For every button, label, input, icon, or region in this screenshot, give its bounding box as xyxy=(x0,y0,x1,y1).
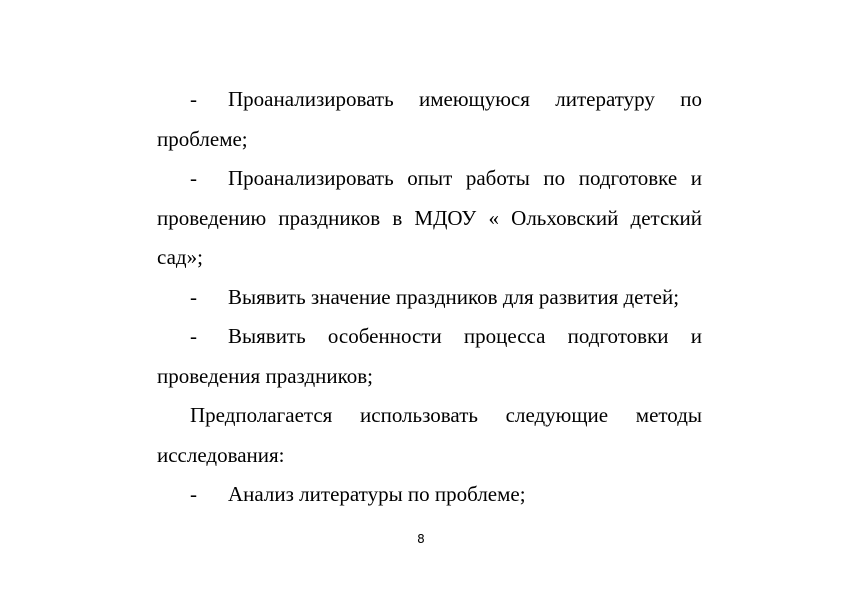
list-item-first-line xyxy=(157,278,702,318)
bullet-dash: - xyxy=(190,482,197,506)
list-item xyxy=(157,80,702,159)
paragraph xyxy=(157,396,702,475)
list-item-text: Выявить значение праздников для развития детей; xyxy=(228,284,680,309)
page-number: 8 xyxy=(417,532,425,546)
paragraph-continuation: исследования: xyxy=(157,442,285,467)
list-item-first-line xyxy=(157,475,702,515)
bullet-dash: - xyxy=(190,87,197,111)
list-item xyxy=(157,159,702,278)
list-item-continuation: проведения праздников; xyxy=(157,363,373,388)
document-body xyxy=(157,80,702,515)
list-item-first-line xyxy=(157,317,702,357)
bullet-dash: - xyxy=(190,324,197,348)
list-item-first-line xyxy=(157,159,702,199)
list-item-continuation: проблеме; xyxy=(157,126,248,151)
list-item-text: Проанализировать имеющуюся литературу по xyxy=(228,87,702,111)
list-item-text: Анализ литературы по проблеме; xyxy=(228,482,526,506)
list-item-continuation: проведению праздников в МДОУ « Ольховский детский xyxy=(157,205,702,230)
list-item-text: Проанализировать опыт работы по подготовке и xyxy=(228,166,702,190)
list-item xyxy=(157,278,702,318)
list-item-continuation: сад»; xyxy=(157,245,203,269)
list-item-text: Выявить особенности процесса подготовки и xyxy=(228,324,702,348)
bullet-dash: - xyxy=(190,166,197,190)
bullet-dash: - xyxy=(190,284,197,309)
list-item-first-line xyxy=(157,80,702,120)
paragraph-first-line: Предполагается использовать следующие методы xyxy=(190,403,702,427)
list-item xyxy=(157,317,702,396)
list-item xyxy=(157,475,702,515)
